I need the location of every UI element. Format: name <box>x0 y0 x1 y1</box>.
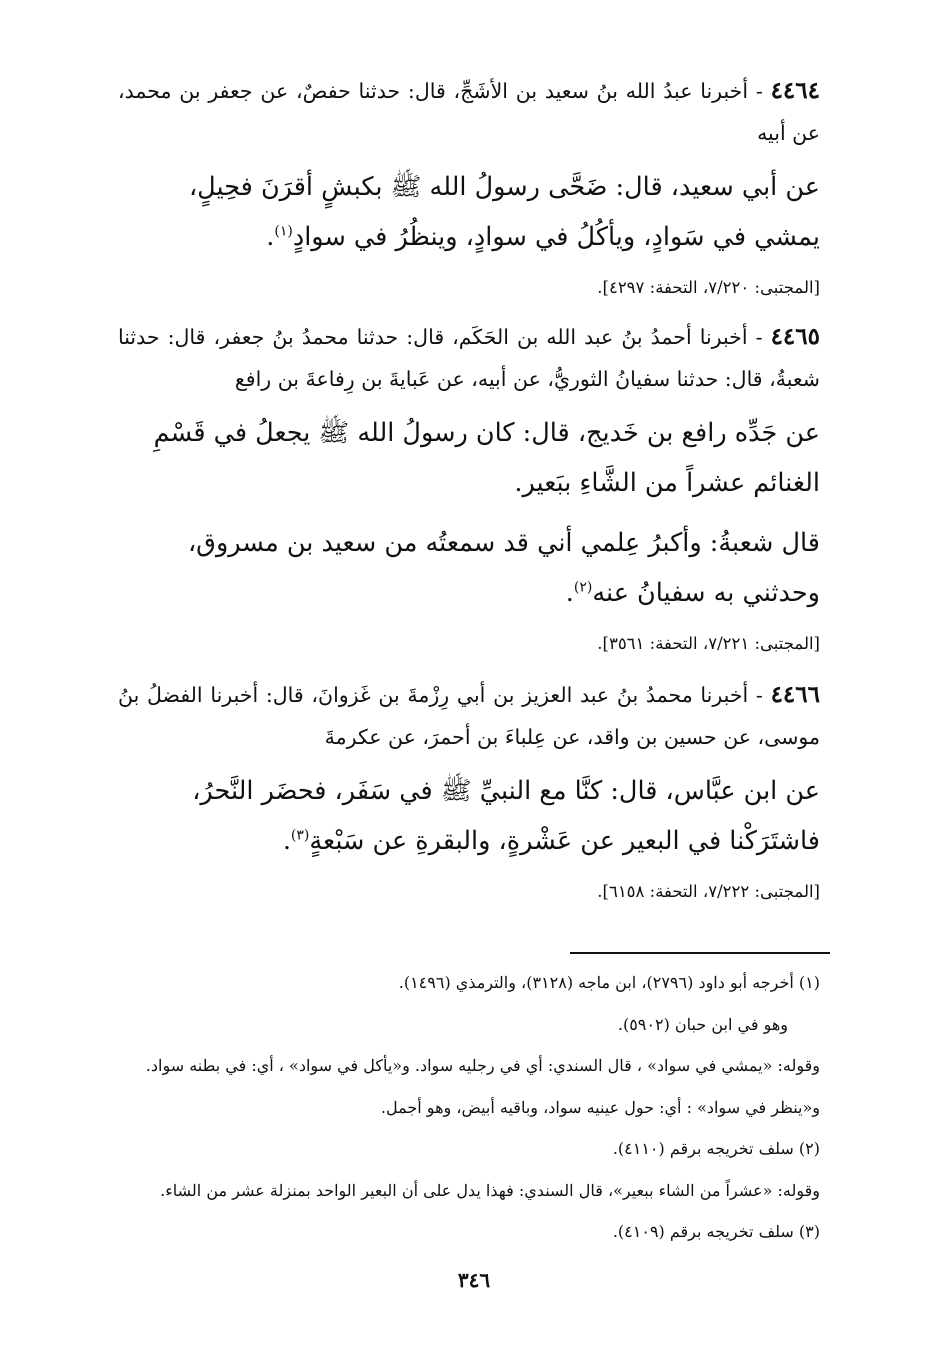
hadith-isnad: ٤٤٦٥ - أخبرنا أحمدُ بنُ عبد الله بن الحَكَم، قال: حدثنا محمدُ بنُ جعفر، قال: حدثنا شعبةُ، قال: حدثنا سفيانُ الثوريُّ، عن أبيه، عن عَبايةَ بن رِفاعةَ بن رافع <box>118 323 820 391</box>
footnote-line: و«ينظر في سواد» : أي: حول عينيه سواد، وباقيه أبيض، وهو أجمل. <box>380 1097 820 1117</box>
footnote-divider <box>570 952 830 954</box>
hadith-reference: [المجتبى: ٧/٢٢١، التحفة: ٣٥٦١]. <box>597 634 820 653</box>
footnote-line: وهو في ابن حبان (٥٩٠٢). <box>617 1014 788 1034</box>
matn-text: قال شعبةُ: وأكبرُ عِلمي أني قد سمعتُه من سعيد بن مسروق، وحدثني به سفيانُ عنه <box>187 528 820 608</box>
hadith-isnad: ٤٤٦٤ - أخبرنا عبدُ الله بنُ سعيد بن الأشَجِّ، قال: حدثنا حفصٌ، عن جعفر بن محمد، عن أبيه <box>118 77 820 145</box>
footnote-marker: (١) <box>274 223 293 240</box>
footnote-line: (١) أخرجه أبو داود (٢٧٩٦)، ابن ماجه (٣١٢٨)، والترمذي (١٤٩٦). <box>398 973 820 992</box>
footnote-line: (٣) سلف تخريجه برقم (٤١٠٩). <box>612 1222 820 1241</box>
matn-text: عن ابن عبَّاس، قال: كنَّا مع النبيِّ ﷺ في سَفَر، فحضَر النَّحرُ، فاشتَرَكْنا في البعير عن عَشْرةٍ، والبقرةِ عن سَبْعةٍ <box>192 776 820 856</box>
isnad-text: أخبرنا أحمدُ بنُ عبد الله بن الحَكَم، قال: حدثنا محمدُ بنُ جعفر، قال: حدثنا شعبةُ، قال: حدثنا سفيانُ الثوريُّ، عن أبيه، عن عَبايةَ بن رِفاعةَ بن رافع <box>118 325 820 391</box>
hadith-4466 <box>118 674 820 906</box>
hadith-matn <box>118 408 820 618</box>
hadith-matn <box>118 766 820 866</box>
hadith-number: ٤٤٦٤ <box>770 77 820 104</box>
footnote-line: وقوله: «يمشي في سواد» ، قال السندي: أي في رجليه سواد. و«يأكل في سواد» ، أي: في بطنه سواد. <box>145 1056 820 1075</box>
matn-paragraph: عن أبي سعيد، قال: ضَحَّى رسولُ الله ﷺ بكبشٍ أقرَنَ فحِيلٍ، يمشي في سَوادٍ، ويأكُلُ في سوادٍ، وينظُرُ في سوادٍ$^{(١)}$. <box>188 172 820 252</box>
footnote-line: (٢) سلف تخريجه برقم (٤١١٠). <box>612 1139 820 1158</box>
footnote-line: وقوله: «عشراً من الشاء ببعير»، قال السندي: فهذا يدل على أن البعير الواحد بمنزلة عشر من الشاء. <box>160 1180 820 1200</box>
matn-paragraph: قال شعبةُ: وأكبرُ عِلمي أني قد سمعتُه من سعيد بن مسروق، وحدثني به سفيانُ عنه$^{(٢)}$. <box>187 528 820 608</box>
footnote-marker: (٣) <box>290 827 310 844</box>
hadith-number: ٤٤٦٦ <box>770 681 820 708</box>
isnad-text: أخبرنا محمدُ بنُ عبد العزيز بن أبي رِزْمةَ بن غَزوانَ، قال: أخبرنا الفضلُ بنُ موسى، عن حسين بن واقد، عن عِلباءَ بن أحمرَ، عن عكرمةَ <box>118 683 820 749</box>
matn-paragraph: عن ابن عبَّاس، قال: كنَّا مع النبيِّ ﷺ في سَفَر، فحضَر النَّحرُ، فاشتَرَكْنا في البعير عن عَشْرةٍ، والبقرةِ عن سَبْعةٍ$^{(٣)}$. <box>192 776 820 856</box>
matn-text: عن أبي سعيد، قال: ضَحَّى رسولُ الله ﷺ بكبشٍ أقرَنَ فحِيلٍ، يمشي في سَوادٍ، ويأكُلُ في سوادٍ، وينظُرُ في سوادٍ <box>188 172 820 252</box>
hadith-reference: [المجتبى: ٧/٢٢٢، التحفة: ٦١٥٨]. <box>597 882 820 901</box>
hadith-number: ٤٤٦٥ <box>770 323 820 350</box>
page-number: ٣٤٦ <box>457 1268 491 1292</box>
hadith-4464 <box>118 70 820 302</box>
footnotes-section <box>120 962 820 1253</box>
hadith-isnad: ٤٤٦٦ - أخبرنا محمدُ بنُ عبد العزيز بن أبي رِزْمةَ بن غَزوانَ، قال: أخبرنا الفضلُ بنُ موسى، عن حسين بن واقد، عن عِلباءَ بن أحمرَ، عن عكرمةَ <box>118 681 820 749</box>
hadith-4465 <box>118 316 820 658</box>
hadith-reference: [المجتبى: ٧/٢٢٠، التحفة: ٤٢٩٧]. <box>597 278 820 297</box>
matn-paragraph: عن جَدِّه رافع بن خَديج، قال: كان رسولُ الله ﷺ يجعلُ في قَسْمِ الغنائم عشراً من الشَّاءِ ببَعير. <box>153 418 820 498</box>
isnad-text: أخبرنا عبدُ الله بنُ سعيد بن الأشَجِّ، قال: حدثنا حفصٌ، عن جعفر بن محمد، عن أبيه <box>118 79 820 145</box>
hadith-matn <box>118 162 820 262</box>
footnote-marker: (٢) <box>573 579 593 596</box>
